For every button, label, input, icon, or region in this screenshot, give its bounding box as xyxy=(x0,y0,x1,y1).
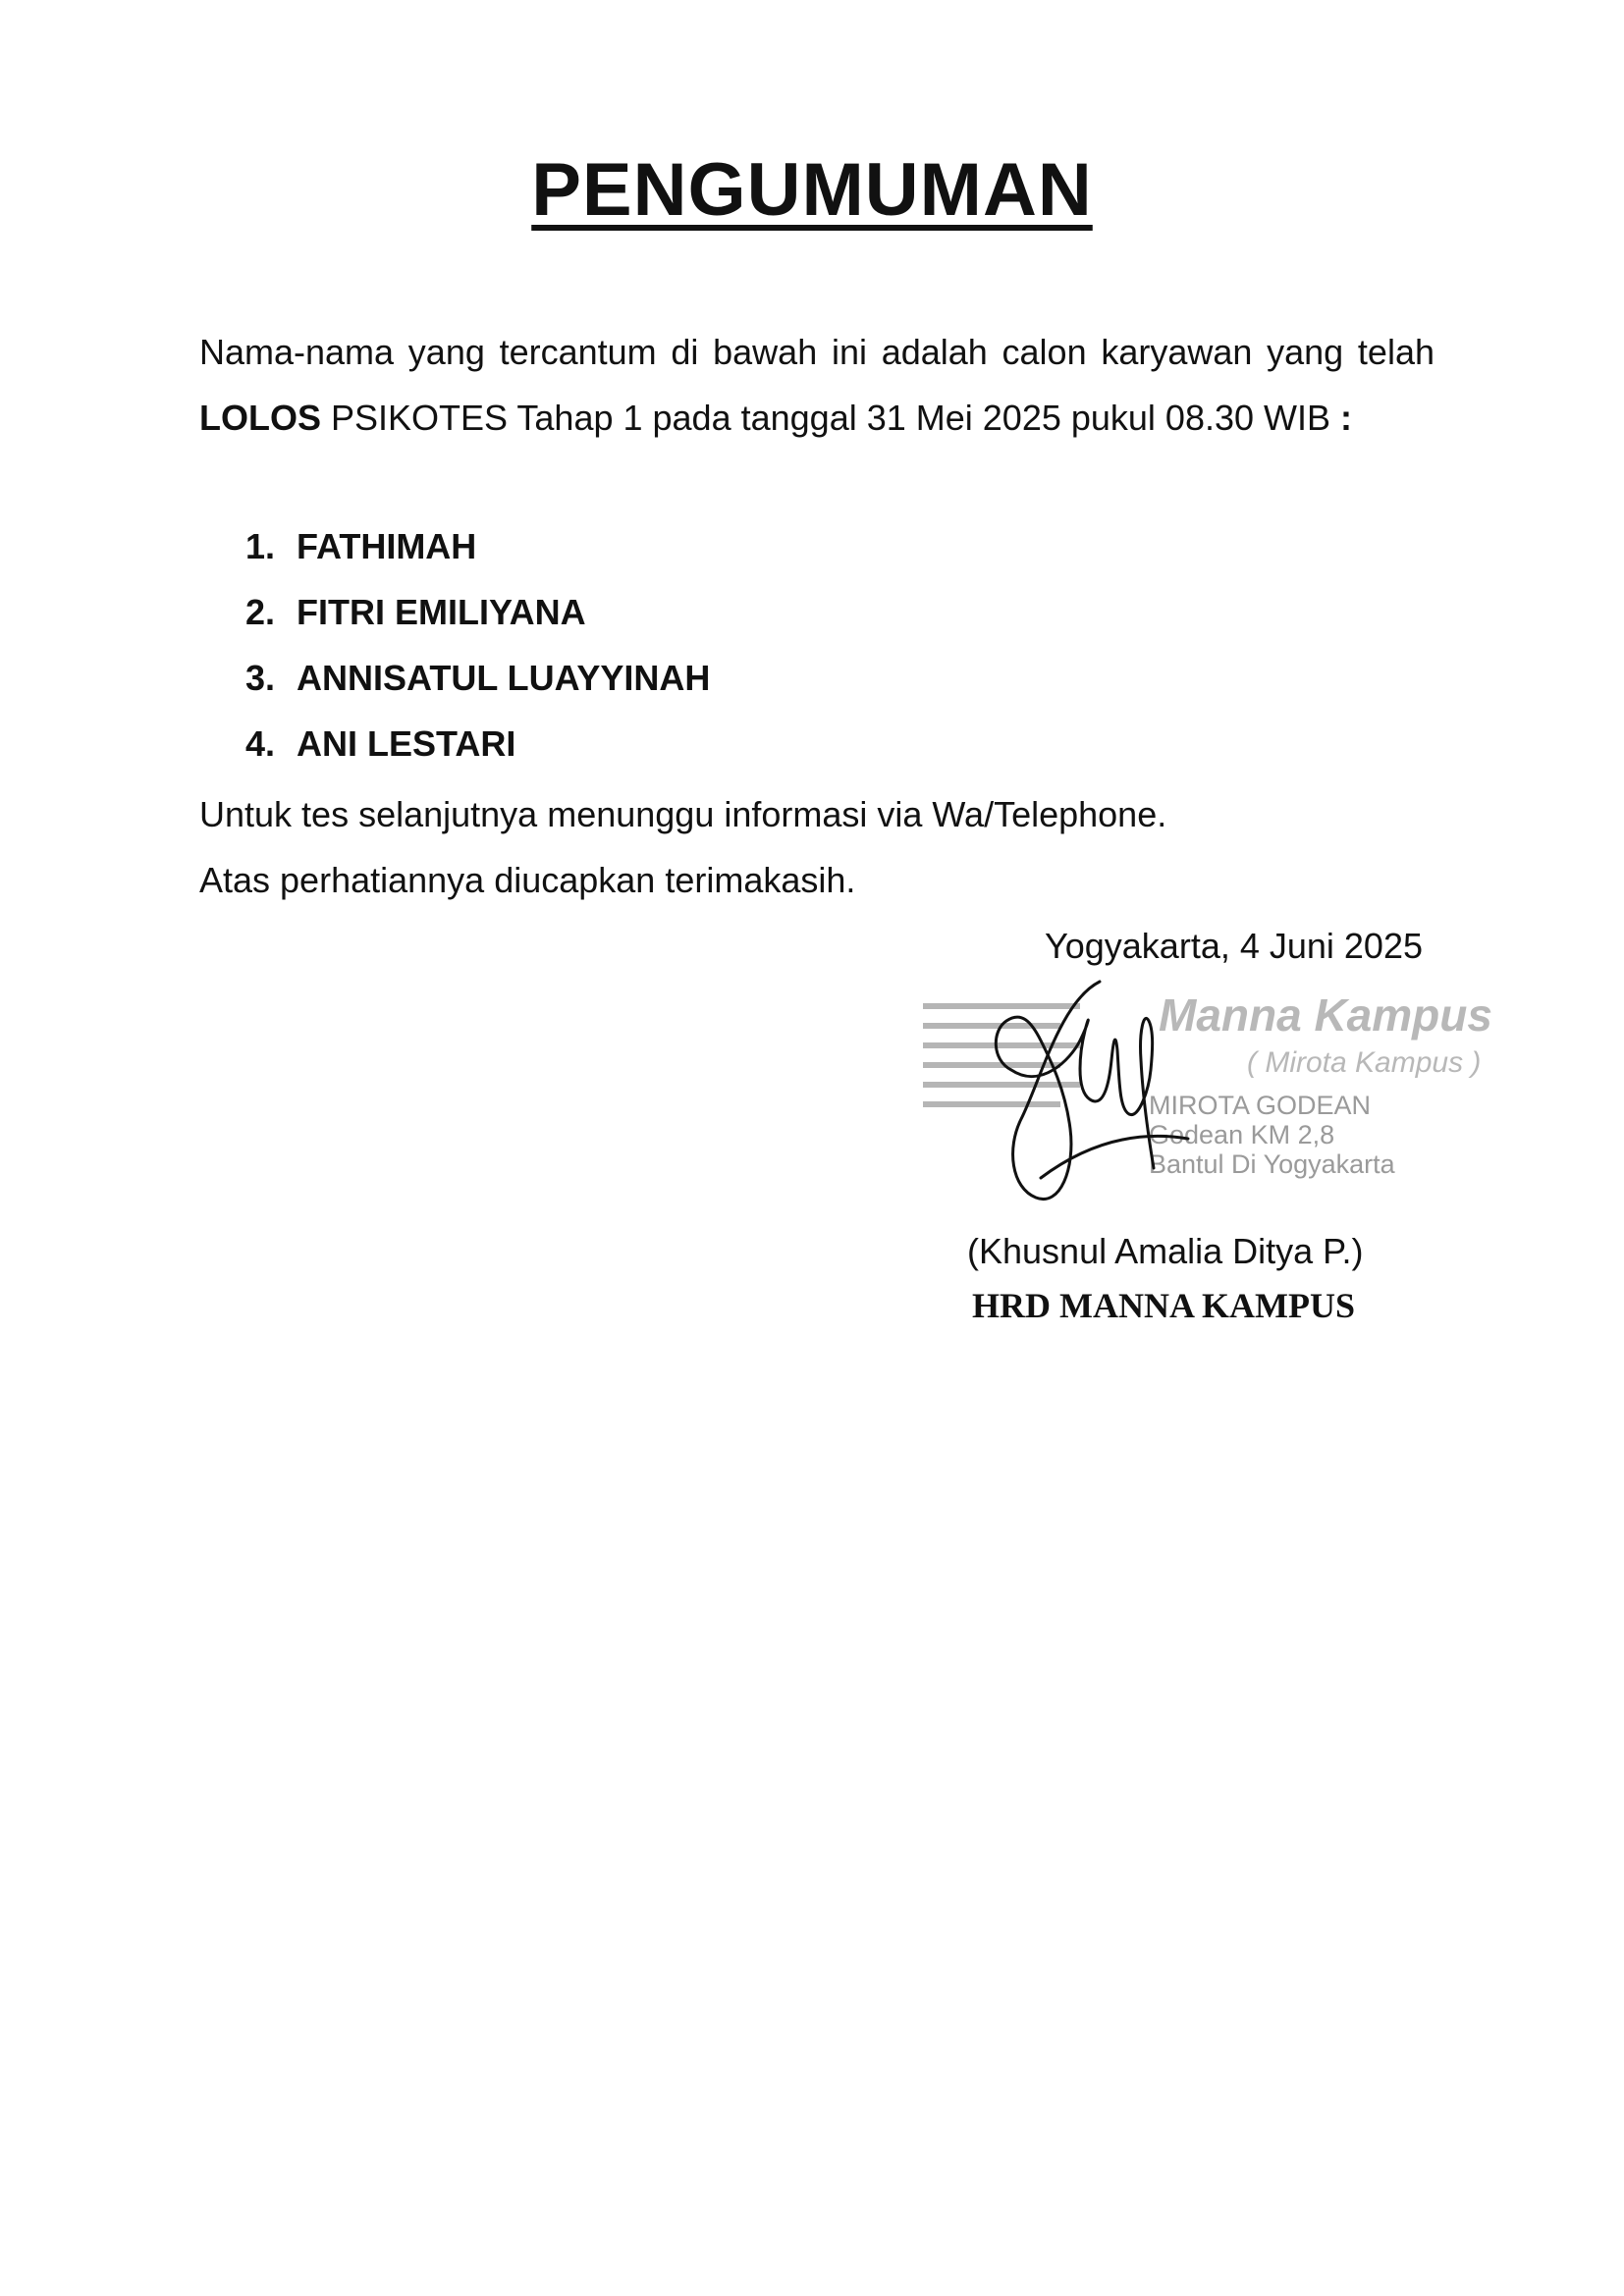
place-date: Yogyakarta, 4 Juni 2025 xyxy=(1045,926,1423,966)
stamp-line-3: MIROTA GODEAN xyxy=(1149,1091,1372,1120)
list-number: 2. xyxy=(245,592,276,632)
signer-role: HRD MANNA KAMPUS xyxy=(972,1286,1355,1325)
list-number: 4. xyxy=(245,723,276,764)
list-number: 1. xyxy=(245,526,276,566)
intro-bold-word: LOLOS xyxy=(199,398,321,438)
candidate-name: ANI LESTARI xyxy=(297,723,516,764)
stamp-line-1: Manna Kampus xyxy=(1159,989,1492,1041)
closing-text: Atas perhatiannya diucapkan terimakasih. xyxy=(199,860,856,900)
intro-text: Nama-nama yang tercantum di bawah ini adalah calon karyawan yang telah xyxy=(199,332,1435,372)
list-item xyxy=(245,513,710,579)
list-number: 3. xyxy=(245,658,276,698)
stamp-line-4: Godean KM 2,8 xyxy=(1149,1120,1335,1149)
signer-name: (Khusnul Amalia Ditya P.) xyxy=(967,1231,1364,1271)
stamp-line-5: Bantul Di Yogyakarta xyxy=(1149,1149,1395,1179)
handwritten-signature xyxy=(982,972,1198,1217)
candidate-name: FITRI EMILIYANA xyxy=(297,592,586,632)
page-title: PENGUMUMAN xyxy=(531,148,1093,232)
candidate-list xyxy=(245,513,710,776)
list-item xyxy=(245,579,710,645)
list-item xyxy=(245,645,710,711)
followup-text: Untuk tes selanjutnya menunggu informasi via Wa/Telephone. xyxy=(199,794,1167,834)
candidate-name: FATHIMAH xyxy=(297,526,477,566)
candidate-name: ANNISATUL LUAYYINAH xyxy=(297,658,711,698)
stamp-line-2: ( Mirota Kampus ) xyxy=(1247,1046,1482,1079)
intro-text-rest: PSIKOTES Tahap 1 pada tanggal 31 Mei 2025 pukul 08.30 WIB xyxy=(321,398,1341,438)
intro-colon: : xyxy=(1340,398,1353,438)
list-item xyxy=(245,711,710,776)
intro-paragraph xyxy=(199,319,1435,451)
